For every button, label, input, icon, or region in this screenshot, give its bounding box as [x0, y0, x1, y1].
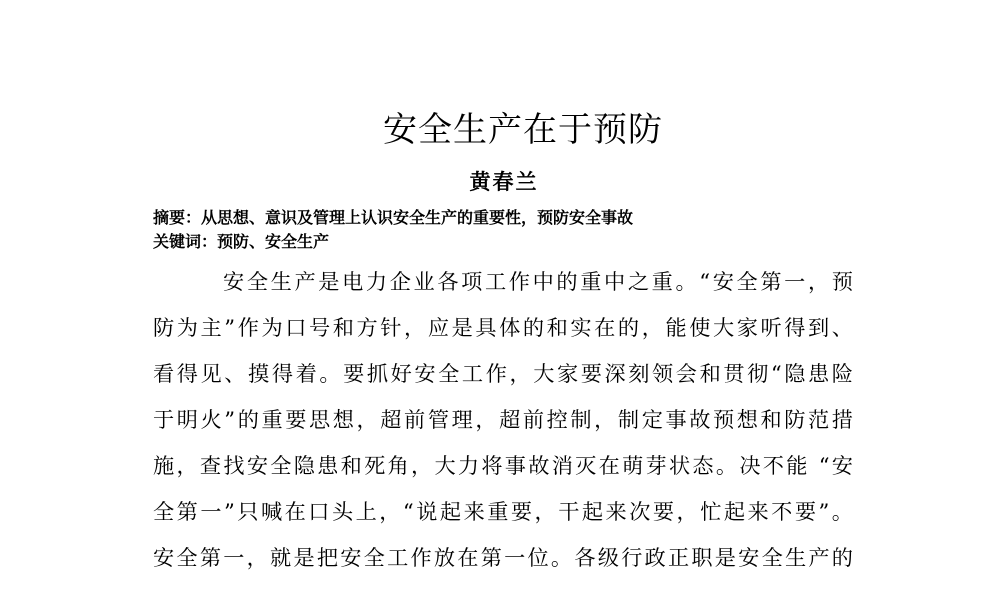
- body-line: 全第一”只喊在口头上，“说起来重要，干起来次要，忙起来不要”。: [153, 499, 853, 524]
- body-line: 安全第一，就是把安全工作放在第一位。各级行政正职是安全生产的: [153, 545, 853, 570]
- body-line: 看得见、摸得着。要抓好安全工作，大家要深刻领会和贯彻“隐患险: [153, 361, 853, 386]
- keywords-line: 关键词：预防、安全生产: [153, 232, 330, 251]
- body-line: 安全生产是电力企业各项工作中的重中之重。“安全第一，预: [223, 269, 853, 294]
- body-text: [153, 259, 853, 581]
- body-line: 于明火”的重要思想，超前管理，超前控制，制定事故预想和防范措: [153, 407, 853, 432]
- document-title: 安全生产在于预防: [383, 110, 663, 150]
- body-line: 防为主”作为口号和方针，应是具体的和实在的，能使大家听得到、: [153, 315, 853, 340]
- author-name: 黄春兰: [469, 169, 539, 194]
- abstract-line: 摘要：从思想、意识及管理上认识安全生产的重要性，预防安全事故: [153, 208, 634, 227]
- body-line: 施，查找安全隐患和死角，大力将事故消灭在萌芽状态。决不能 “安: [153, 453, 853, 478]
